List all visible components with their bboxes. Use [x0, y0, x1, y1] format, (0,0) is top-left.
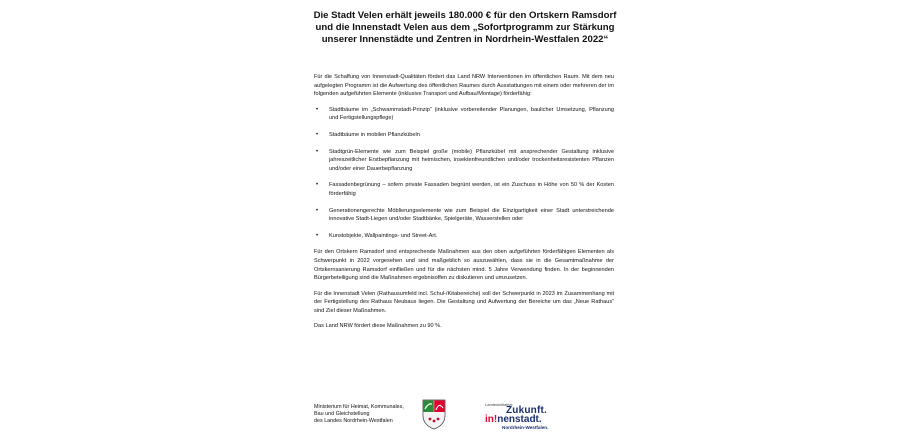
document-title [310, 10, 620, 47]
list-item: • Kunstobjekte, Wallpaintings- und Street-Art. [314, 232, 614, 241]
document-body [314, 73, 614, 338]
logo-line-2 [485, 414, 542, 425]
ministry-line: Bau und Gleichstellung [314, 411, 370, 417]
list-item: • Fassadenbegrünung – sofern private Fassaden begrünt werden, ist ein Zuschuss in Höhe von 50 % der Kosten förderfähig [314, 181, 614, 198]
logo-line-3: Nordrhein-Westfalen. [502, 425, 549, 430]
ministry-line: des Landes Nordrhein-Westfalen [314, 418, 393, 424]
velen-paragraph: Für die Innenstadt Velen (Rathausumfeld incl. Schul-/Kitabereiche) soll der Schwerpunkt in 2023 im Zusammenhang mit der Fertigstellung des Rathaus Neubaus liegen. Die Gestaltung und Aufwertung der Bereiche um das „Neue Rathaus“ sind Ziel dieser Maßnahmen. [314, 290, 614, 314]
document-page [300, 0, 630, 438]
list-item: • Stadtgrün-Elemente wie zum Beispiel große (mobile) Pflanzkübel mit ansprechender Gestaltung inklusive jahreszeitlicher Erstbepflanzung mit heimischen, insektenfreundlichen und/oder trockenheitsresistenten Pflanzen und/oder einer Dauerbepflanzung [314, 148, 614, 174]
nrw-coat-of-arms-icon [420, 398, 448, 430]
logo-small-text: Landesinitiative [485, 402, 513, 407]
ramsdorf-paragraph: Für den Ortskern Ramsdorf sind entsprechende Maßnahmen aus den oben aufgeführten förderfähigen Elementen als Schwerpunkt in 2022 vorgesehen und sind maßgeblich so auszuwählen, dass sie in die Gesamtmaßnahme der Ortskernsanierung Ramsdorf einfließen und für die nächsten mind. 5 Jahre Verwendung finden. In der beginnenden Bürgerbeteiligung sind die Maßnahmen ergebnisoffen zu diskutieren und umzusetzen. [314, 249, 614, 282]
title-line: Die Stadt Velen erhält jeweils 180.000 € für den Ortskern Ramsdorf [313, 10, 617, 21]
eligible-elements-list [314, 106, 614, 241]
list-item: • Stadtbäume in mobilen Pflanzkübeln [314, 131, 614, 140]
logo-line-1: Zukunft. [506, 405, 548, 416]
ministry-line: Ministerium für Heimat, Kommunales, [314, 404, 404, 410]
list-item: • Stadtbäume im „Schwammstadt-Prinzip“ (inklusive vorbereitender Planungen, baulicher Umsetzung, Pflanzung und Fertigstellungspflege) [314, 106, 614, 123]
title-line: unserer Innenstädte und Zentren in Nordrhein-Westfalen 2022“ [321, 34, 609, 46]
zukunft-innenstadt-logo [482, 402, 592, 432]
ministry-name [314, 404, 404, 425]
closing-paragraph: Das Land NRW fördert diese Maßnahmen zu 90 %. [314, 323, 442, 330]
logo-line-2-rest: nenstadt. [497, 414, 542, 425]
title-line: und die Innenstadt Velen aus dem „Sofortprogramm zur Stärkung [315, 22, 615, 34]
logo-line-2-red: in! [485, 414, 498, 425]
intro-paragraph: Für die Schaffung von Innenstadt-Qualitäten fördert das Land NRW Interventionen im öffentlichen Raum. Mit dem neu aufgelegten Programm ist die Aufwertung des öffentlichen Raumes durch Ausstattungen mit einem oder mehreren der im folgenden aufgeführten Elemente (inklusive Transport und Aufbau/Montage) förderfähig: [314, 74, 614, 98]
footer [300, 398, 630, 434]
list-item: • Generationengerechte Möblierungselemente wie zum Beispiel die Einzigartigkeit einer Stadt unterstreichende innovative Stadt-Liegen und/oder Stadtbänke, Spielgeräte, Wasserstellen oder [314, 207, 614, 224]
